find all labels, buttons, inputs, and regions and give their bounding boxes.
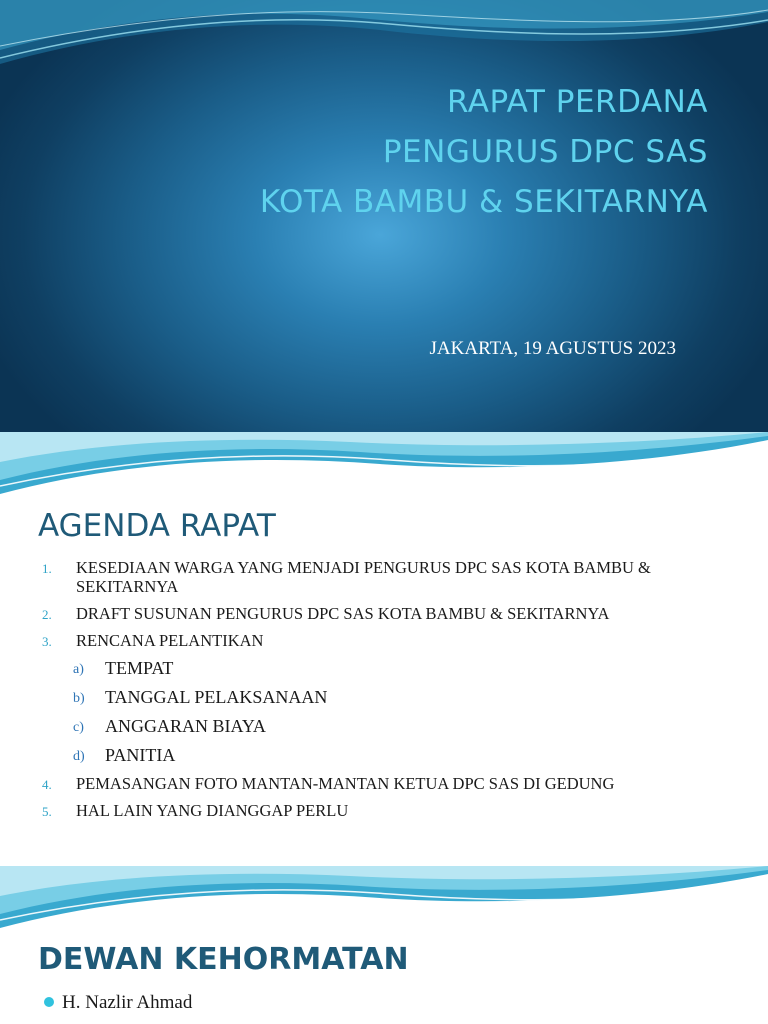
agenda-title: AGENDA RAPAT (38, 508, 276, 544)
agenda-list (38, 558, 738, 828)
item-text: KESEDIAAN WARGA YANG MENJADI PENGURUS DPC SAS KOTA BAMBU & SEKITARNYA (76, 558, 651, 596)
item-text: PEMASANGAN FOTO MANTAN-MANTAN KETUA DPC SAS DI GEDUNG (76, 774, 615, 793)
decorative-wave-top (0, 866, 768, 936)
bullet-icon (44, 997, 54, 1007)
title-slide (0, 0, 768, 432)
item-number: 1. (42, 561, 52, 576)
sub-item-text: TANGGAL PELAKSANAAN (105, 687, 328, 707)
sub-item-letter: a) (73, 662, 84, 677)
member-name: H. Nazlir Ahmad (62, 992, 193, 1013)
agenda-item (38, 801, 738, 820)
dewan-title: DEWAN KEHORMATAN (38, 942, 409, 977)
agenda-item (38, 558, 738, 596)
agenda-item (38, 631, 738, 766)
agenda-sub-item (73, 686, 738, 708)
title-line-1: RAPAT PERDANA (446, 84, 708, 120)
sub-item-letter: c) (73, 720, 84, 735)
sub-item-text: PANITIA (105, 745, 176, 765)
item-number: 3. (42, 634, 52, 649)
agenda-slide (0, 432, 768, 836)
item-text: RENCANA PELANTIKAN (76, 631, 264, 650)
sub-item-letter: d) (73, 749, 85, 764)
subtitle-date: JAKARTA, 19 AGUSTUS 2023 (429, 338, 676, 359)
agenda-sub-list (73, 657, 738, 766)
agenda-item (38, 774, 738, 793)
agenda-item (38, 604, 738, 623)
agenda-sub-item (73, 715, 738, 737)
item-number: 4. (42, 777, 52, 792)
sub-item-text: ANGGARAN BIAYA (105, 716, 266, 736)
title-line-2: PENGURUS DPC SAS (382, 134, 708, 170)
sub-item-text: TEMPAT (105, 658, 174, 678)
agenda-sub-item (73, 744, 738, 766)
item-number: 2. (42, 607, 52, 622)
dewan-slide (0, 866, 768, 1024)
slide-gap (0, 836, 768, 866)
sub-item-letter: b) (73, 691, 85, 706)
list-item (46, 992, 192, 1014)
item-text: DRAFT SUSUNAN PENGURUS DPC SAS KOTA BAMBU & SEKITARNYA (76, 604, 610, 623)
item-number: 5. (42, 804, 52, 819)
agenda-sub-item (73, 657, 738, 679)
title-line-3: KOTA BAMBU & SEKITARNYA (259, 184, 708, 220)
item-text: HAL LAIN YANG DIANGGAP PERLU (76, 801, 349, 820)
decorative-wave-top (0, 0, 768, 80)
decorative-wave-top (0, 432, 768, 502)
